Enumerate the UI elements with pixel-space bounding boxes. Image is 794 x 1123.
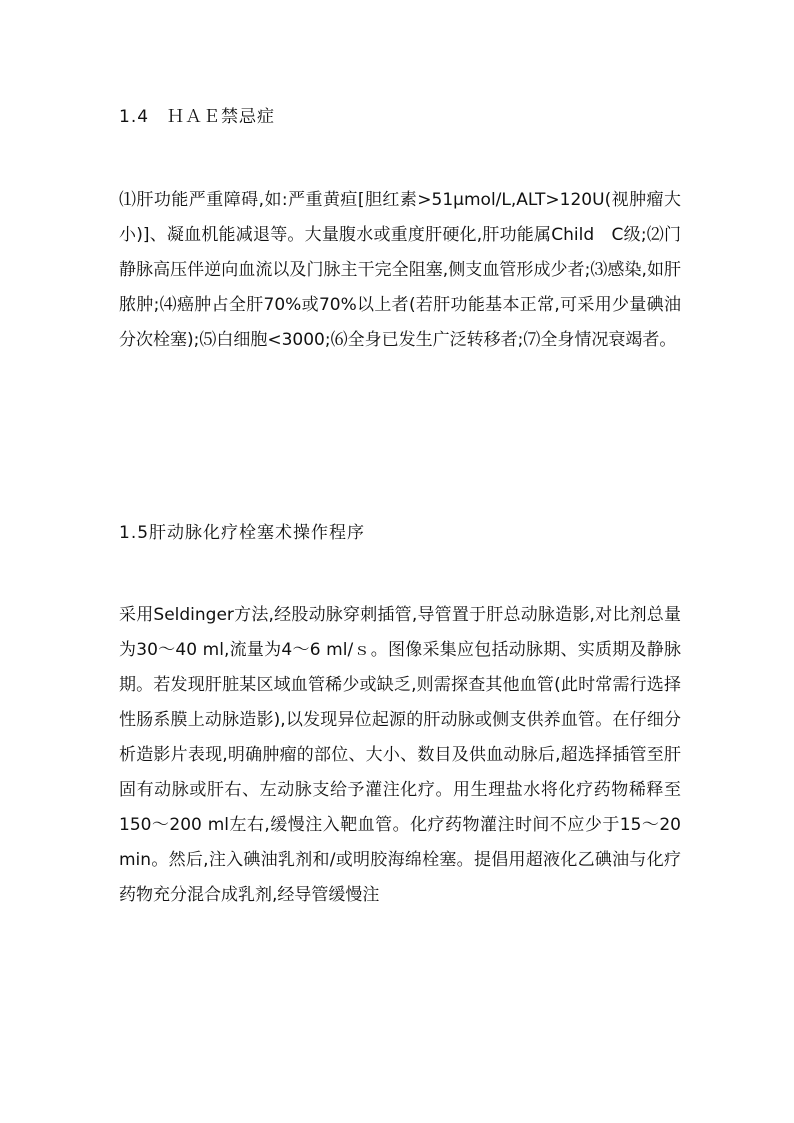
procedure-paragraph: 采用Seldinger方法,经股动脉穿刺插管,导管置于肝总动脉造影,对比剂总量为30～40 ml,流量为4～6 ml/ｓ。图像采集应包括动脉期、实质期及静脉期。若发现肝脏某区域血管稀少或缺乏,则需探查其他血管(此时常需行选择性肠系膜上动脉造影),以发现异位起源的肝动脉或侧支供养血管。在仔细分析造影片表现,明确肿瘤的部位、大小、数目及供血动脉后,超选择插管至肝固有动脉或肝右、左动脉支给予灌注化疗。用生理盐水将化疗药物稀释至150～200 ml左右,缓慢注入靶血管。化疗药物灌注时间不应少于15～20 min。然后,注入碘油乳剂和/或明胶海绵栓塞。提倡用超液化乙碘油与化疗药物充分混合成乳剂,经导管缓慢注 — [119, 605, 681, 905]
section-heading-procedure: 1.5肝动脉化疗栓塞术操作程序 — [119, 523, 366, 543]
contraindications-paragraph: ⑴肝功能严重障碍,如:严重黄疸[胆红素>51μmol/L,ALT>120U(视肿瘤大小)]、凝血机能减退等。大量腹水或重度肝硬化,肝功能属Child C级;⑵门静脉高压伴逆向血流以及门脉主干完全阻塞,侧支血管形成少者;⑶感染,如肝脓肿;⑷癌肿占全肝70%或70%以上者(若肝功能基本正常,可采用少量碘油分次栓塞);⑸白细胞<3000;⑹全身已发生广泛转移者;⑺全身情况衰竭者。 — [119, 190, 681, 350]
section-heading-contraindications: 1.4 ＨＡＥ禁忌症 — [119, 107, 276, 127]
